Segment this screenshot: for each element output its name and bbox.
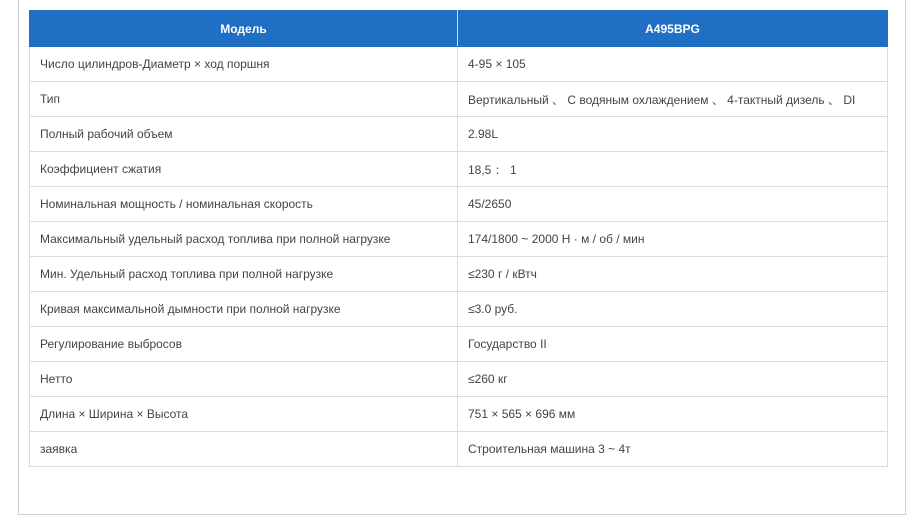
row-value: Государство II xyxy=(458,327,888,362)
table-row xyxy=(30,187,888,222)
row-value: Вертикальный 、 С водяным охлаждением 、 4-тактный дизель 、 DI xyxy=(458,82,888,117)
row-value: 2.98L xyxy=(458,117,888,152)
row-label: Максимальный удельный расход топлива при полной нагрузке xyxy=(30,222,458,257)
table-row xyxy=(30,327,888,362)
row-label: заявка xyxy=(30,432,458,467)
spec-table xyxy=(29,10,888,467)
table-row xyxy=(30,152,888,187)
row-label: Полный рабочий объем xyxy=(30,117,458,152)
header-model: Модель xyxy=(30,11,458,47)
table-row xyxy=(30,257,888,292)
row-value: Строительная машина 3 ~ 4т xyxy=(458,432,888,467)
row-label: Регулирование выбросов xyxy=(30,327,458,362)
row-label: Число цилиндров-Диаметр × ход поршня xyxy=(30,47,458,82)
table-row xyxy=(30,117,888,152)
row-value: 174/1800 ~ 2000 Н · м / об / мин xyxy=(458,222,888,257)
table-row xyxy=(30,292,888,327)
table-row xyxy=(30,222,888,257)
row-label: Тип xyxy=(30,82,458,117)
table-row xyxy=(30,432,888,467)
row-value: ≤230 г / кВтч xyxy=(458,257,888,292)
table-row xyxy=(30,82,888,117)
row-value: 18,5 ： 1 xyxy=(458,152,888,187)
row-value: 4-95 × 105 xyxy=(458,47,888,82)
table-row xyxy=(30,362,888,397)
row-value: ≤3.0 руб. xyxy=(458,292,888,327)
row-value: ≤260 кг xyxy=(458,362,888,397)
row-value: 751 × 565 × 696 мм xyxy=(458,397,888,432)
header-model-name: A495BPG xyxy=(458,11,888,47)
row-label: Коэффициент сжатия xyxy=(30,152,458,187)
table-row xyxy=(30,47,888,82)
table-row xyxy=(30,397,888,432)
row-value: 45/2650 xyxy=(458,187,888,222)
row-label: Кривая максимальной дымности при полной нагрузке xyxy=(30,292,458,327)
row-label: Номинальная мощность / номинальная скорость xyxy=(30,187,458,222)
table-header-row xyxy=(30,11,888,47)
row-label: Мин. Удельный расход топлива при полной нагрузке xyxy=(30,257,458,292)
row-label: Длина × Ширина × Высота xyxy=(30,397,458,432)
row-label: Нетто xyxy=(30,362,458,397)
